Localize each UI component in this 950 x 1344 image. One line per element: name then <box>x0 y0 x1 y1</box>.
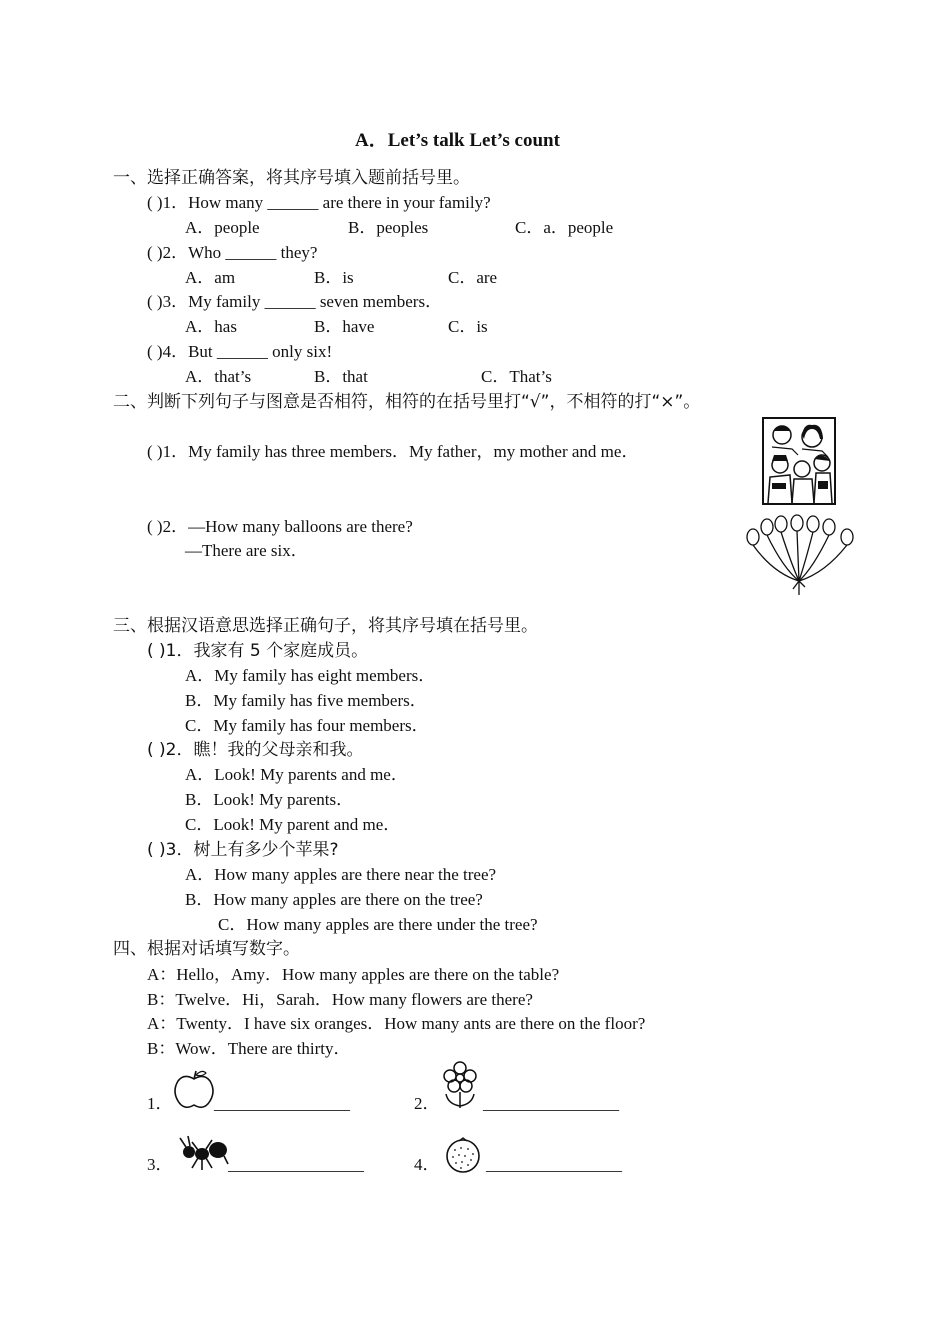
s1-q3-stem: ( )3．My family ______ seven members． <box>147 292 443 311</box>
s1-q3-option-b: B．have <box>314 317 375 336</box>
s3-q1-stem: ( )1．我家有 5 个家庭成员。 <box>147 641 369 661</box>
s2-q2-line1: ( )2．—How many balloons are there? <box>147 517 413 536</box>
dialogue-line-1: A：Hello，Amy．How many apples are there on the table? <box>147 965 560 984</box>
s1-q1-stem: ( )1．How many ______ are there in your family? <box>147 193 491 212</box>
flower-icon <box>440 1060 480 1110</box>
item-3-answer-blank[interactable]: ________________ <box>228 1155 364 1174</box>
s3-q1-option-a: A．My family has eight members． <box>185 666 436 685</box>
orange-icon <box>443 1136 483 1174</box>
dialogue-line-3: A：Twenty．I have six oranges．How many ants are there on the floor? <box>147 1014 646 1033</box>
s1-q1-option-a: A．people <box>185 218 260 237</box>
section1-heading: 一、选择正确答案，将其序号填入题前括号里。 <box>113 168 470 188</box>
item-4-number: 4． <box>414 1155 440 1174</box>
item-2-number: 2． <box>414 1094 440 1113</box>
s3-q1-option-c: C．My family has four members． <box>185 716 429 735</box>
section4-heading: 四、根据对话填写数字。 <box>113 939 300 959</box>
item-1-answer-blank[interactable]: ________________ <box>214 1094 350 1113</box>
s1-q4-option-c: C．That’s <box>481 367 552 386</box>
s1-q1-option-b: B．peoples <box>348 218 429 237</box>
item-1-number: 1． <box>147 1094 173 1113</box>
item-3-number: 3． <box>147 1155 173 1174</box>
s1-q3-option-c: C．is <box>448 317 488 336</box>
dialogue-line-2: B：Twelve．Hi，Sarah．How many flowers are there? <box>147 990 533 1009</box>
s3-q3-option-a: A．How many apples are there near the tree? <box>185 865 497 884</box>
s3-q3-option-c: C．How many apples are there under the tree? <box>218 915 538 934</box>
family-picture <box>762 417 836 505</box>
s3-q2-option-a: A．Look! My parents and me． <box>185 765 408 784</box>
section2-heading: 二、判断下列句子与图意是否相符，相符的在括号里打“√”，不相符的打“×”。 <box>113 392 701 412</box>
s3-q3-stem: ( )3．树上有多少个苹果? <box>147 840 339 860</box>
s1-q2-option-a: A．am <box>185 268 236 287</box>
apple-icon <box>172 1069 216 1111</box>
s1-q2-option-b: B．is <box>314 268 354 287</box>
s1-q4-option-b: B．that <box>314 367 368 386</box>
dialogue-line-4: B：Wow．There are thirty． <box>147 1039 351 1058</box>
s1-q4-option-a: A．that’s <box>185 367 252 386</box>
balloons-picture <box>743 513 859 597</box>
s2-q1: ( )1．My family has three members．My father，my mother and me． <box>147 442 639 461</box>
s1-q2-stem: ( )2．Who ______ they? <box>147 243 318 262</box>
s1-q2-option-c: C．are <box>448 268 498 287</box>
s1-q1-option-c: C．a．people <box>515 218 614 237</box>
s1-q3-option-a: A．has <box>185 317 237 336</box>
section3-heading: 三、根据汉语意思选择正确句子，将其序号填在括号里。 <box>113 616 538 636</box>
item-2-answer-blank[interactable]: ________________ <box>483 1094 619 1113</box>
s1-q4-stem: ( )4．But ______ only six! <box>147 342 333 361</box>
item-4-answer-blank[interactable]: ________________ <box>486 1155 622 1174</box>
s3-q2-stem: ( )2．瞧！我的父母亲和我。 <box>147 740 364 760</box>
worksheet-title: A．Let’s talk Let’s count <box>355 130 560 151</box>
s3-q1-option-b: B．My family has five members． <box>185 691 427 710</box>
s3-q2-option-b: B．Look! My parents． <box>185 790 354 809</box>
s2-q2-line2: —There are six． <box>185 541 308 560</box>
s3-q3-option-b: B．How many apples are there on the tree? <box>185 890 483 909</box>
ant-icon <box>178 1134 230 1174</box>
s3-q2-option-c: C．Look! My parent and me． <box>185 815 401 834</box>
